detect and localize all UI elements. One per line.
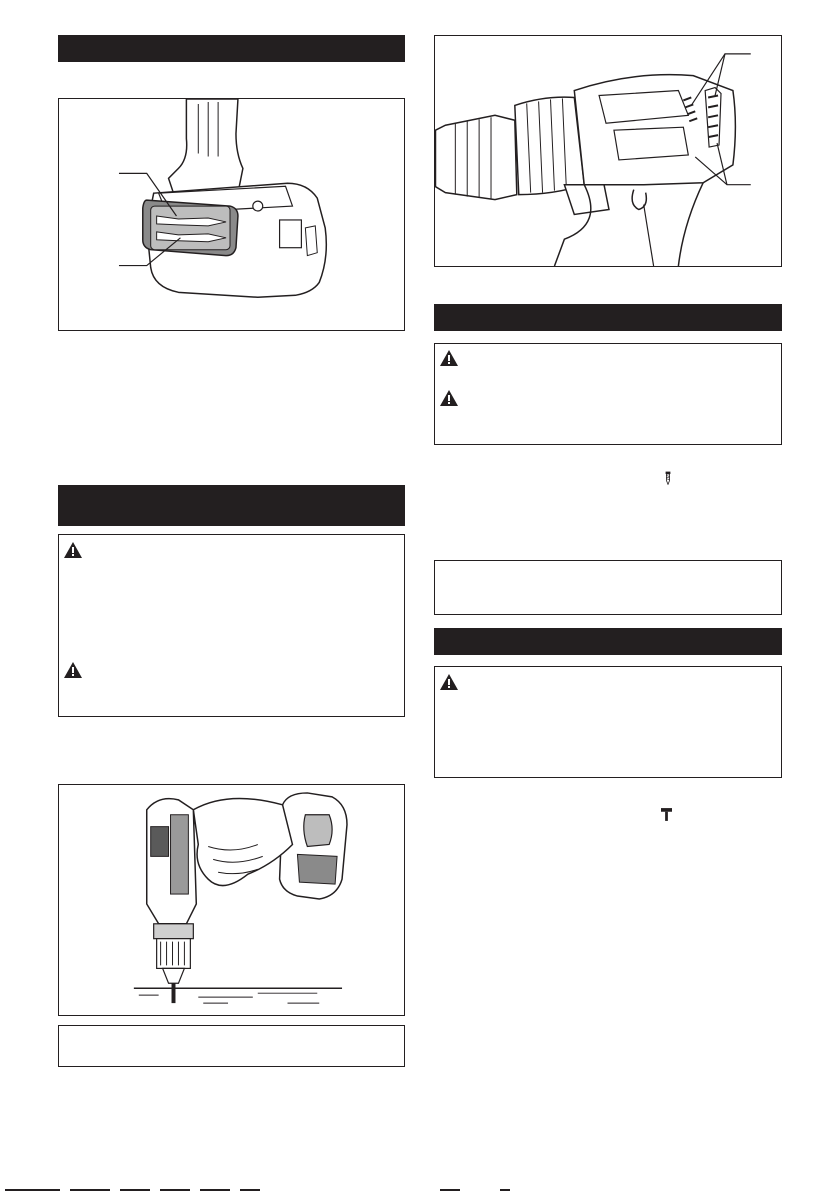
- warning-box-right-2: [434, 666, 782, 778]
- warning-triangle-icon: [440, 674, 458, 690]
- note-box-right: [434, 560, 782, 615]
- bit-holder-figure: [58, 98, 405, 331]
- section-header-bar-4: [434, 628, 782, 655]
- screw-mode-icon: [664, 471, 672, 485]
- warning-triangle-icon: [440, 350, 458, 366]
- drill-operation-figure: [58, 784, 405, 1016]
- section-header-bar-3: [434, 304, 782, 331]
- warning-box-left: [58, 534, 405, 717]
- section-header-bar-1: [58, 35, 405, 62]
- mode-selector-illustration: [435, 36, 781, 266]
- bit-holder-illustration: [59, 99, 404, 330]
- hammer-mode-icon: [661, 808, 672, 821]
- section-header-bar-2: [58, 485, 405, 526]
- warning-triangle-icon: [64, 542, 82, 558]
- warning-triangle-icon: [440, 390, 458, 406]
- mode-selector-figure: [434, 35, 782, 267]
- page-footer-strip: [0, 1180, 840, 1192]
- drill-operation-illustration: [59, 785, 404, 1015]
- note-box-left: [58, 1025, 405, 1067]
- warning-triangle-icon: [64, 662, 82, 678]
- warning-box-right-1: [434, 343, 782, 445]
